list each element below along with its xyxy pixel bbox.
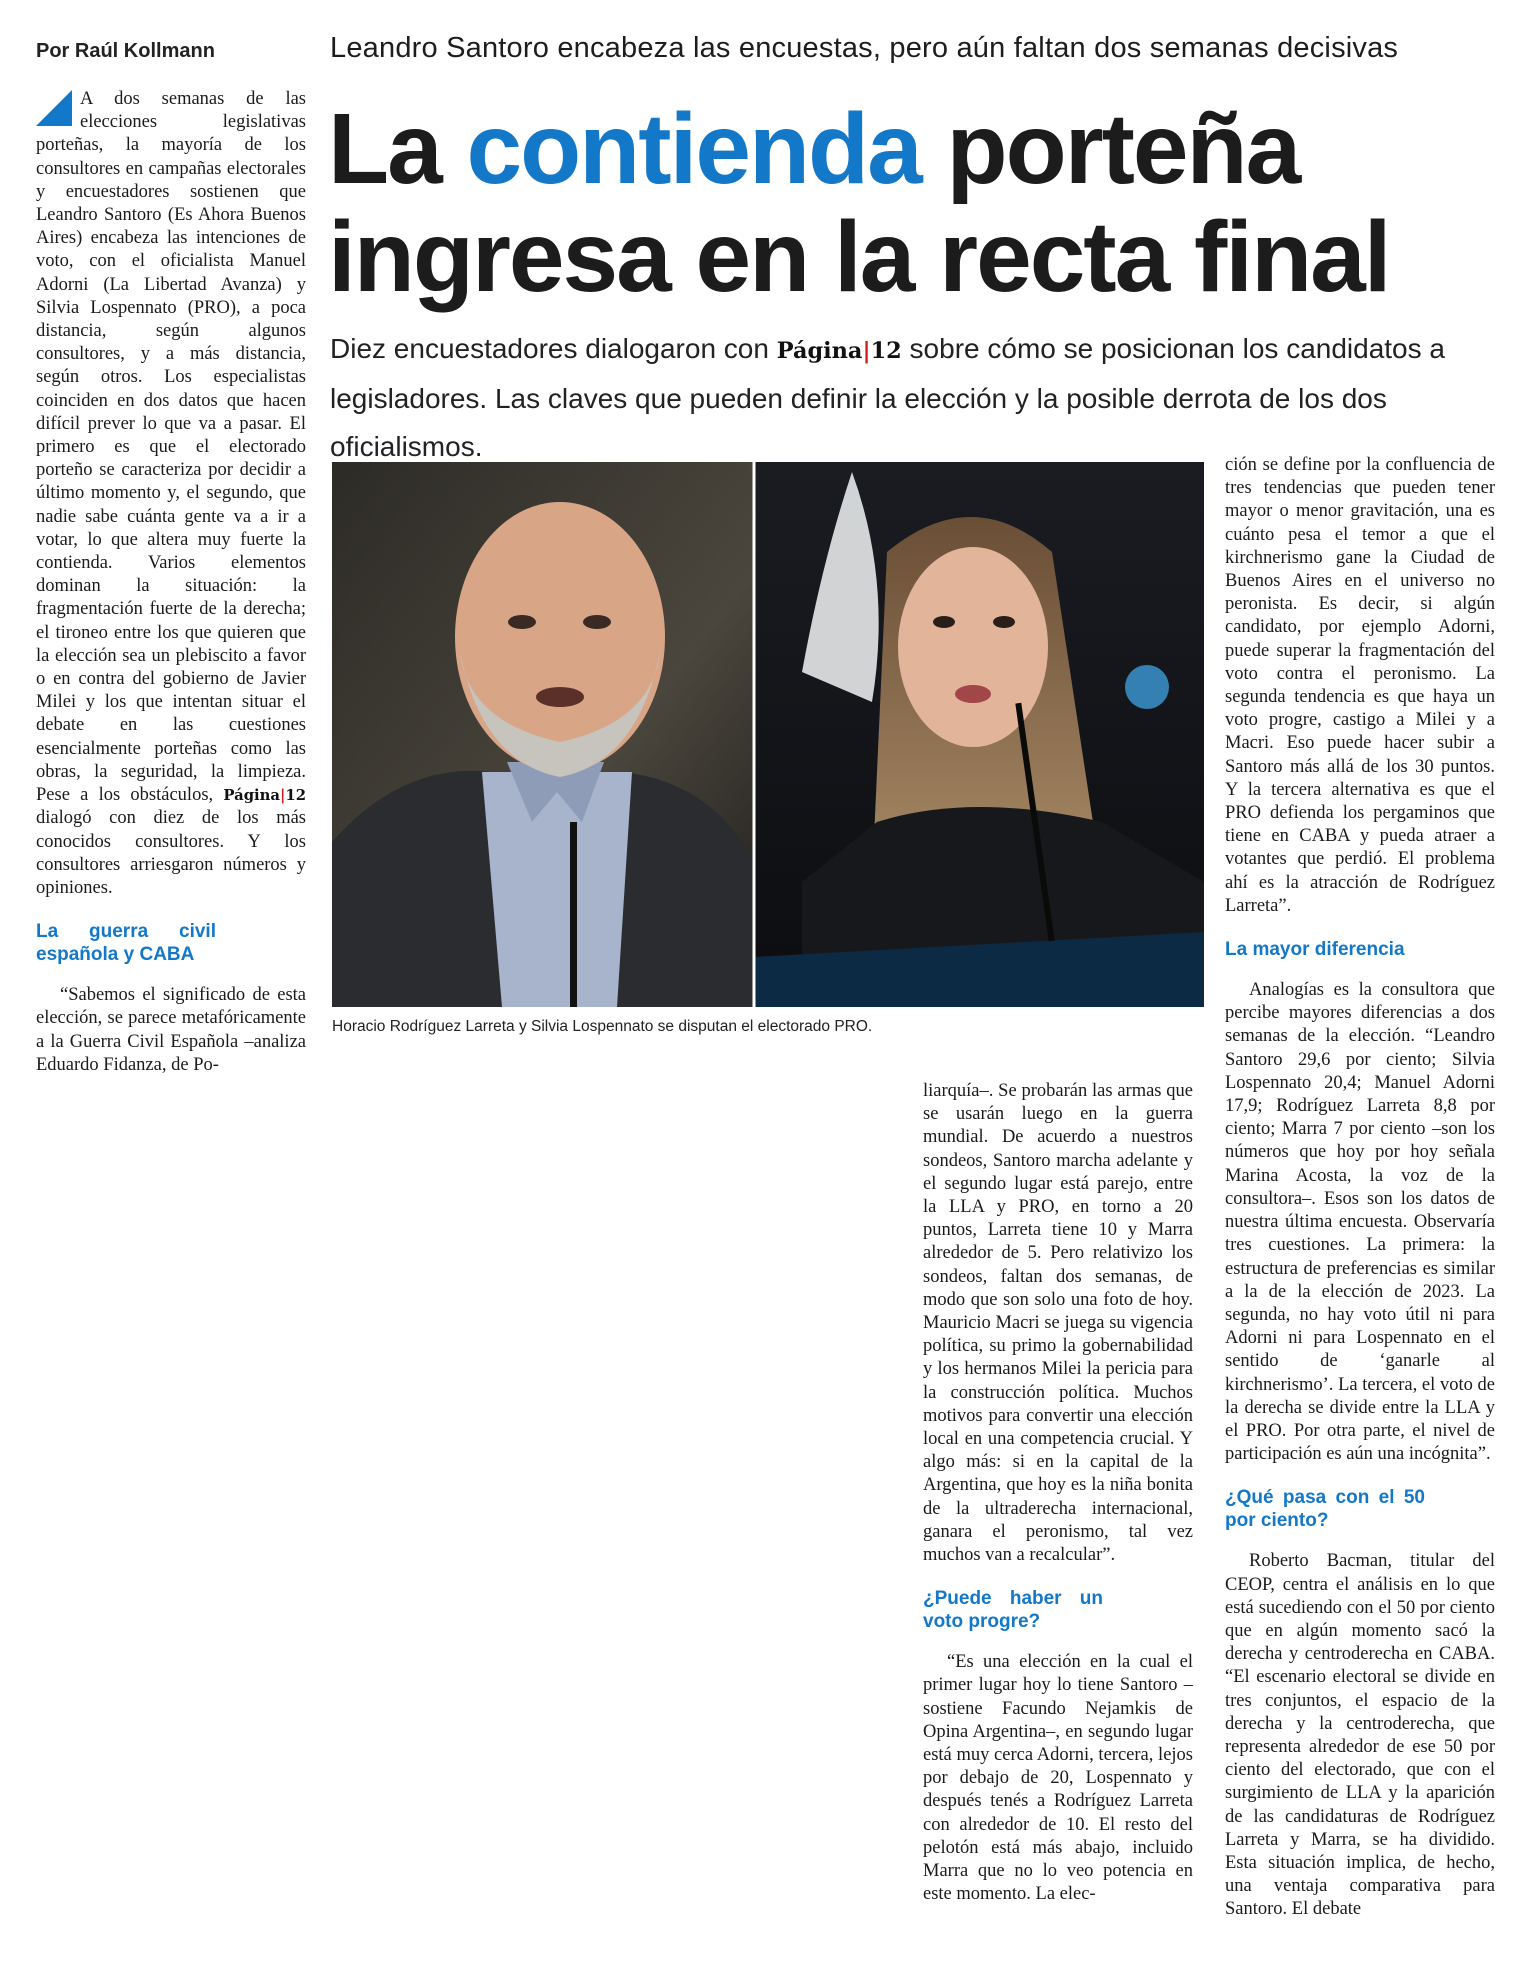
- subhead-guerra-civil: La guerra civil española y CABA: [36, 921, 216, 966]
- paragraph: liarquía–. Se probarán las armas que se usarán luego en la guerra mundial. De acuerdo a nuestros sondeos, Santoro marcha adelante y el segundo lugar está parejo, entre la LLA y PRO, en torno a 20 puntos, Larreta tiene 10 y Marra alrededor de 5. Pero relativizo los sondeos, faltan dos semanas, de modo que son solo una foto de hoy. Mauricio Macri se juega su vigencia política, su primo la gobernabilidad y los hermanos Milei la pericia para la construcción política. Muchos motivos para convertir una elección local en una competencia crucial. Y algo más: si en la capital de la Argentina, que hoy es la niña bonita de la ultraderecha internacional, ganara el peronismo, tal vez muchos van a recalcular”.: [923, 1081, 1193, 1566]
- photo-larreta-lospennato: [332, 462, 1204, 1007]
- article-column-2: [923, 1080, 1193, 1913]
- deck-before: Diez encuestadores dialogaron con: [330, 333, 777, 364]
- paragraph: ción se define por la confluencia de tres tendencias que pueden tener mayor o menor gravitación, una es cuánto pesa el temor a que el kirchnerismo gane la Ciudad de Buenos Aires en el universo no peronista. Es decir, si algún candidato, por ejemplo Adorni, puede superar la fragmentación del voto contra el peronismo. La segunda tendencia es que haya un voto progre, castigo a Milei y a Macri. Eso puede hacer subir a Santoro más allá de los 30 puntos. Y la tercera alternativa es que el PRO defienda los pergaminos que tiene en CABA y pueda atraer a votantes que perdió. El problema ahí es la atracción de Rodríguez Larreta”.: [1225, 455, 1495, 916]
- blue-triangle-icon: [36, 90, 72, 126]
- article-photo: [332, 462, 1204, 1007]
- pagina12-logo: Página|12: [776, 338, 902, 364]
- headline-part-1: La: [328, 93, 467, 205]
- article-column-3: [1225, 454, 1495, 1928]
- paragraph: Analogías es la consultora que percibe mayores diferencias a dos semanas de la elección. “Leandro Santoro 29,6 por ciento; Silvia Lospennato 20,4; Manuel Adorni 17,9; Rodríguez Larreta 8,8 por ciento; Marra 7 por ciento –son los números que hoy por hoy señala Marina Acosta, la voz de la consultora–. Esos son los datos de nuestra última encuesta. Observaría tres cuestiones. La primera: la estructura de preferencias es similar a la de la elección de 2023. La segunda, no hay voto útil ni para Adorni ni para Lospennato en el sentido de ‘ganarle al kirchnerismo’. La tercera, el voto de la derecha se divide entre la LLA y el PRO. Por otra parte, el nivel de participación es aún una incógnita”.: [1225, 980, 1495, 1465]
- pagina12-logo-inline: Página|12: [223, 787, 306, 805]
- headline-highlight: contienda: [466, 93, 921, 205]
- subhead-mayor-diferencia: La mayor diferencia: [1225, 939, 1405, 961]
- headline: [328, 95, 1508, 311]
- byline: Por Raúl Kollmann: [36, 40, 215, 62]
- paragraph: Roberto Bacman, titular del CEOP, centra el análisis en lo que está sucediendo con el 50 por ciento que en algún momento sacó la derecha y centroderecha en CABA. “El escenario electoral se divide en tres conjuntos, el espacio de la derecha y la centroderecha, que representa alrededor de ese 50 por ciento del electorado, que con el surgimiento de LLA y la aparición de las candidaturas de Rodríguez Larreta y Marra, se ha dividido. Esta situación implica, de hecho, una ventaja comparativa para Santoro. El debate: [1225, 1551, 1495, 1920]
- subhead-voto-progre: ¿Puede haber un voto progre?: [923, 1588, 1103, 1633]
- paragraph: “Sabemos el significado de esta elección, se parece metafóricamente a la Guerra Civil Española –analiza Eduardo Fidanza, de Po-: [36, 985, 306, 1075]
- headline-part-2: porteña ingresa en la recta final: [328, 93, 1390, 313]
- kicker: Leandro Santoro encabeza las encuestas, pero aún faltan dos semanas decisivas: [330, 32, 1399, 64]
- deck-after: sobre cómo se posicionan los candidatos a legisladores. Las claves que pueden definir la elección y la posible derrota de los dos oficialismos.: [330, 333, 1445, 462]
- article-column-1: [36, 88, 306, 1083]
- lead-paragraph: A dos semanas de las elecciones legislativas porteñas, la mayoría de los consultores en campañas electorales y encuestadores sostienen que Leandro Santoro (Es Ahora Buenos Aires) encabeza las intenciones de voto, con el oficialista Manuel Adorni (La Libertad Avanza) y Silvia Lospennato (PRO), a poca distancia, según algunos consultores, y a más distancia, según otros. Los especialistas coinciden en dos datos que hacen difícil prever lo que va a pasar. El primero es que el electorado porteño se caracteriza por decidir a último momento y, el segundo, que nadie sabe cuánta gente va a ir a votar, lo que altera muy fuerte la contienda. Varios elementos dominan la situación: la fragmentación fuerte de la derecha; el tironeo entre los que quieren que la elección sea un plebiscito a favor o en contra del gobierno de Javier Milei y los que intentan situar el debate en las cuestiones esencialmente porteñas como las obras, la seguridad, la limpieza. Pese a los obstáculos, Página|12 dialogó con diez de los más conocidos consultores. Y los consultores arriesgaron números y opiniones.: [36, 89, 306, 898]
- subhead-50-por-ciento: ¿Qué pasa con el 50 por ciento?: [1225, 1487, 1425, 1532]
- paragraph: “Es una elección en la cual el primer lugar hoy lo tiene Santoro –sostiene Facundo Nejamkis de Opina Argentina–, en segundo lugar está muy cerca Adorni, tercera, lejos por debajo de 20, Lospennato y después tenés a Rodríguez Larreta con alrededor de 10. El resto del pelotón está más abajo, incluido Marra que no lo veo potencia en este momento. La elec-: [923, 1652, 1193, 1905]
- photo-caption: Horacio Rodríguez Larreta y Silvia Lospennato se disputan el electorado PRO.: [332, 1018, 873, 1035]
- deck: [330, 325, 1510, 471]
